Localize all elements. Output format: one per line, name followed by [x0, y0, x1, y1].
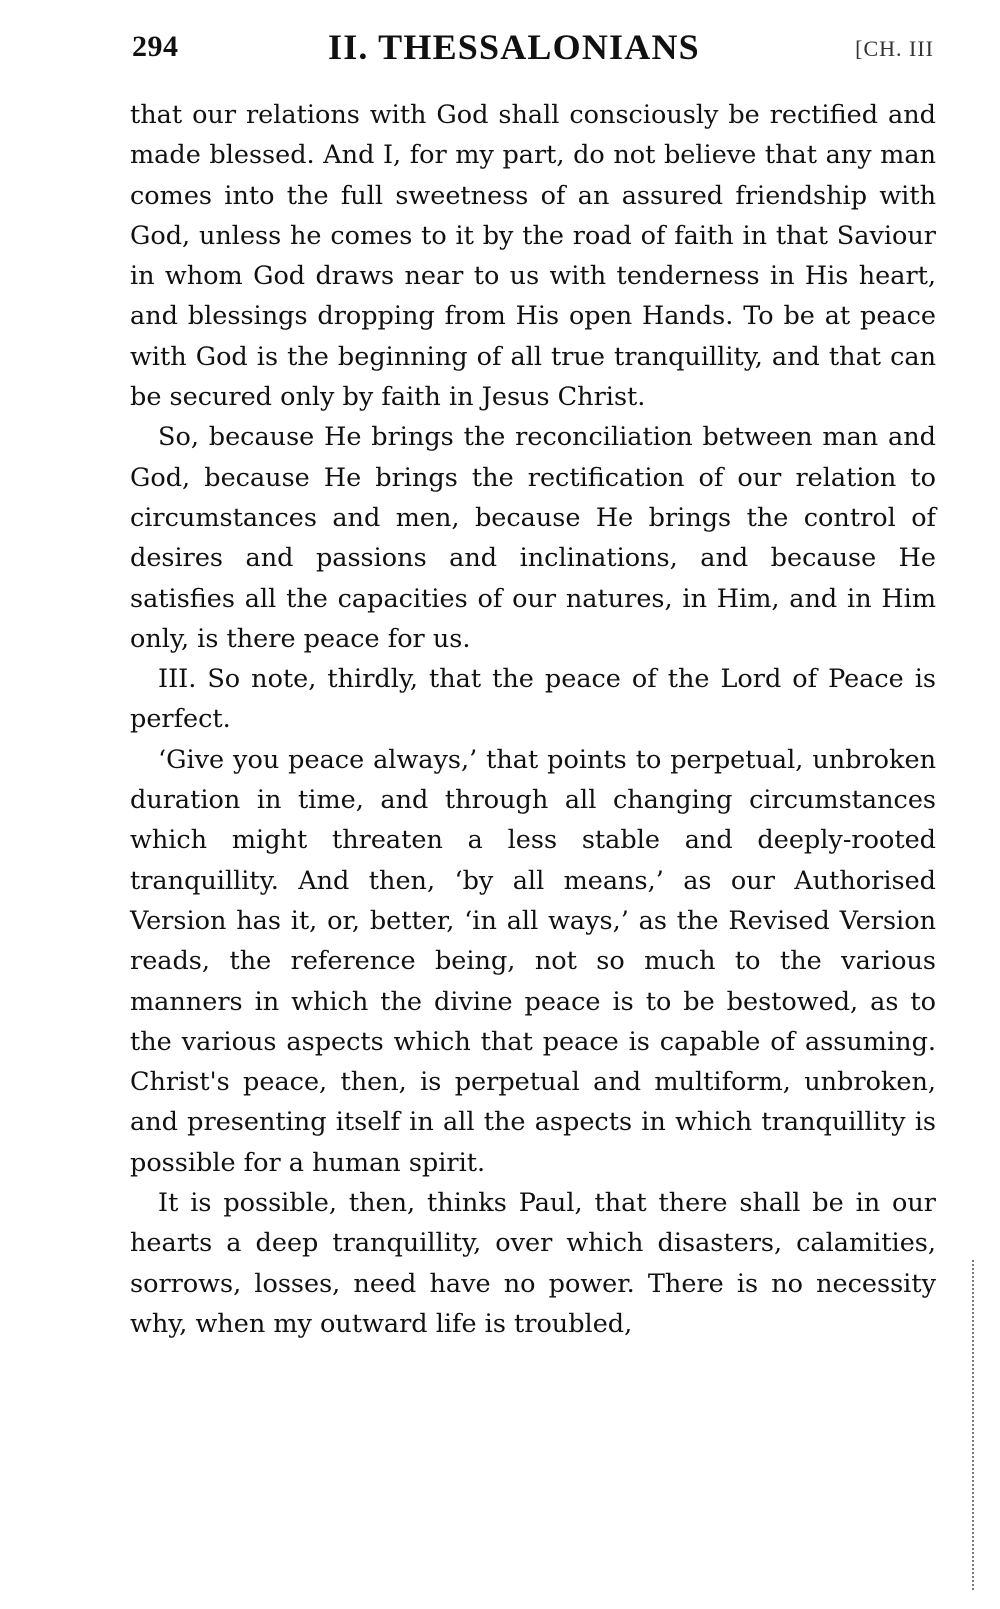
body-text: [130, 95, 936, 1344]
page-number: 294: [132, 30, 179, 63]
page-header: [132, 26, 940, 70]
paragraph: It is possible, then, thinks Paul, that there shall be in our hearts a deep tranquillity, over which disasters, calamities, sorrows, losses, need have no power. There is no necessity why, when my outward life is troubled,: [130, 1188, 936, 1339]
paragraph-section-heading: III. So note, thirdly, that the peace of the Lord of Peace is perfect.: [130, 664, 936, 735]
paragraph-continuation: that our relations with God shall consciously be rectified and made blessed. And I, for my part, do not believe that any man comes into the full sweetness of an assured friendship with God, unless he comes to it by the road of faith in that Saviour in whom God draws near to us with tenderness in His heart, and blessings dropping from His open Hands. To be at peace with God is the beginning of all true tranquillity, and that can be secured only by faith in Jesus Christ.: [130, 100, 936, 413]
page-edge-rule: [972, 1260, 974, 1590]
chapter-reference: [CH. III: [855, 36, 934, 61]
paragraph: ‘Give you peace always,’ that points to perpetual, unbroken duration in time, and through all changing circumstances which might threaten a less stable and deeply-rooted tranquillity. And then, ‘by all means,’ as our Authorised Version has it, or, better, ‘in all ways,’ as the Revised Version reads, the reference being, not so much to the various manners in which the divine peace is to be bestowed, as to the various aspects which that peace is capable of assuming. Christ's peace, then, is perpetual and multiform, unbroken, and presenting itself in all the aspects in which tranquillity is possible for a human spirit.: [130, 744, 936, 1178]
paragraph: So, because He brings the reconciliation between man and God, because He brings the rectification of our relation to circumstances and men, because He brings the control of desires and passions and inclinations, and because He satisfies all the capacities of our natures, in Him, and in Him only, is there peace for us.: [130, 422, 936, 654]
running-title: II. THESSALONIANS: [328, 27, 700, 67]
